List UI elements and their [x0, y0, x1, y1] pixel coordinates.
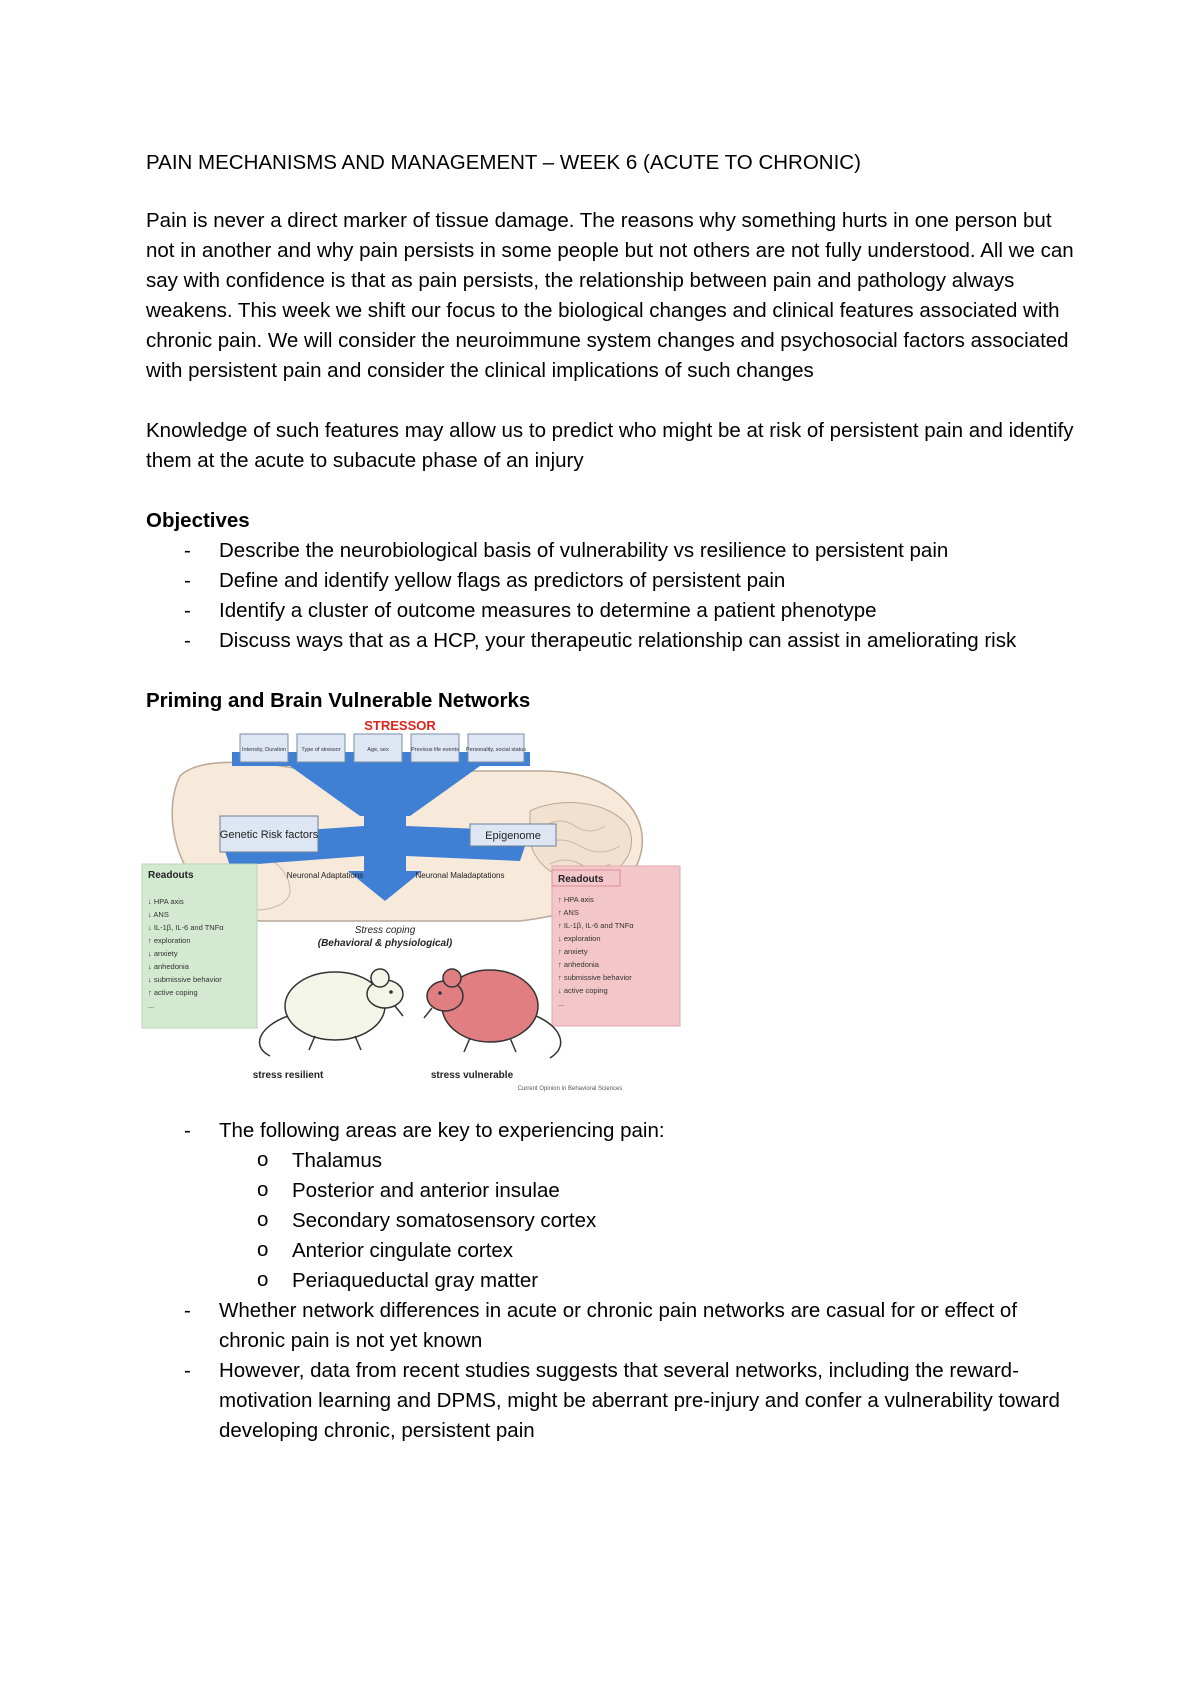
area-item: o Periaqueductal gray matter: [146, 1266, 1076, 1296]
objectives-list: [146, 536, 1076, 656]
area-item: o Secondary somatosensory cortex: [146, 1206, 1076, 1236]
factor-label: Previous life events: [411, 747, 459, 753]
epigenome-label: Epigenome: [485, 830, 541, 842]
objective-item: - Identify a cluster of outcome measures to determine a patient phenotype: [146, 596, 1076, 626]
resilient-label: stress resilient: [252, 1070, 324, 1081]
however-bullet: - However, data from recent studies suggests that several networks, including the reward-motivation learning and DPMS, might be aberrant pre-injury and confer a vulnerability toward developing chronic, persistent pain: [146, 1356, 1076, 1446]
objectives-heading: Objectives: [146, 509, 250, 532]
document-body: [146, 148, 1076, 1446]
adaptations-label: Neuronal Adaptations: [286, 871, 364, 880]
resilient-mouse-illustration: [260, 969, 403, 1056]
factor-label: Intensity, Duration: [242, 747, 286, 753]
coping-sublabel: (Behavioral & physiological): [317, 938, 453, 949]
readouts-right-title: Readouts: [558, 874, 604, 885]
factor-label: Personality, social status: [465, 747, 527, 753]
area-item: o Thalamus: [146, 1146, 1076, 1176]
readouts-left-box: [142, 864, 257, 1028]
readout-item: ↑ IL-1β, IL-6 and TNFα: [558, 921, 634, 930]
flow-stem: [364, 814, 406, 874]
area-item: o Posterior and anterior insulae: [146, 1176, 1076, 1206]
areas-intro: The following areas are key to experiencing pain:: [219, 1119, 665, 1142]
readout-item: ↓ exploration: [558, 934, 601, 943]
readout-item: ...: [148, 1001, 155, 1010]
readout-item: ↓ active coping: [558, 986, 608, 995]
stressor-label: STRESSOR: [364, 718, 436, 733]
areas-list: [146, 1116, 1076, 1446]
objective-item: - Define and identify yellow flags as predictors of persistent pain: [146, 566, 1076, 596]
readout-item: ↓ anhedonia: [148, 962, 189, 971]
readout-item: ↑ active coping: [148, 988, 198, 997]
readouts-right-box: [552, 866, 680, 1026]
vulnerable-label: stress vulnerable: [430, 1070, 514, 1081]
factor-boxes: [240, 734, 526, 762]
readout-item: ↓ anxiety: [148, 949, 178, 958]
objective-item: - Discuss ways that as a HCP, your therapeutic relationship can assist in ameliorating risk: [146, 626, 1076, 656]
factor-label: Age, sex: [367, 747, 389, 753]
knowledge-paragraph: Knowledge of such features may allow us to predict who might be at risk of persistent pain and identify them at the acute to subacute phase of an injury: [146, 419, 1074, 472]
document-title: PAIN MECHANISMS AND MANAGEMENT – WEEK 6 (ACUTE TO CHRONIC): [146, 151, 861, 174]
areas-sublist: [146, 1146, 1076, 1296]
maladaptations-label: Neuronal Maladaptations: [415, 871, 505, 880]
area-item: o Anterior cingulate cortex: [146, 1236, 1076, 1266]
network-bullet: - Whether network differences in acute or chronic pain networks are casual for or effect of chronic pain is not yet known: [146, 1296, 1076, 1356]
areas-intro-item: [146, 1116, 1076, 1296]
readout-item: ...: [558, 999, 565, 1008]
stress-vulnerability-figure: [140, 716, 685, 1116]
readout-item: ↓ HPA axis: [148, 897, 184, 906]
readout-item: ↑ submissive behavior: [558, 973, 632, 982]
intro-paragraph: Pain is never a direct marker of tissue damage. The reasons why something hurts in one person but not in another and why pain persists in some people but not others are not fully understood. All we can say with confidence is that as pain persists, the relationship between pain and pathology always weakens. This week we shift our focus to the biological changes and clinical features associated with chronic pain. We will consider the neuroimmune system changes and psychosocial factors associated with persistent pain and consider the clinical implications of such changes: [146, 209, 1074, 382]
factor-label: Type of stressor: [301, 747, 341, 753]
readout-item: ↓ submissive behavior: [148, 975, 222, 984]
readout-item: ↓ IL-1β, IL-6 and TNFα: [148, 923, 224, 932]
coping-label: Stress coping: [354, 925, 416, 936]
vulnerable-mouse-illustration: [424, 969, 561, 1058]
readout-item: ↑ exploration: [148, 936, 191, 945]
objective-item: - Describe the neurobiological basis of vulnerability vs resilience to persistent pain: [146, 536, 1076, 566]
figure-source: Current Opinion in Behavioral Sciences: [517, 1086, 623, 1092]
readouts-left-title: Readouts: [148, 870, 194, 881]
readout-item: ↑ ANS: [558, 908, 579, 917]
readout-item: ↑ HPA axis: [558, 895, 594, 904]
genetic-label: Genetic Risk factors: [219, 829, 319, 841]
readout-item: ↑ anxiety: [558, 947, 588, 956]
readout-item: ↑ anhedonia: [558, 960, 599, 969]
readout-item: ↓ ANS: [148, 910, 169, 919]
priming-heading: Priming and Brain Vulnerable Networks: [146, 689, 531, 712]
